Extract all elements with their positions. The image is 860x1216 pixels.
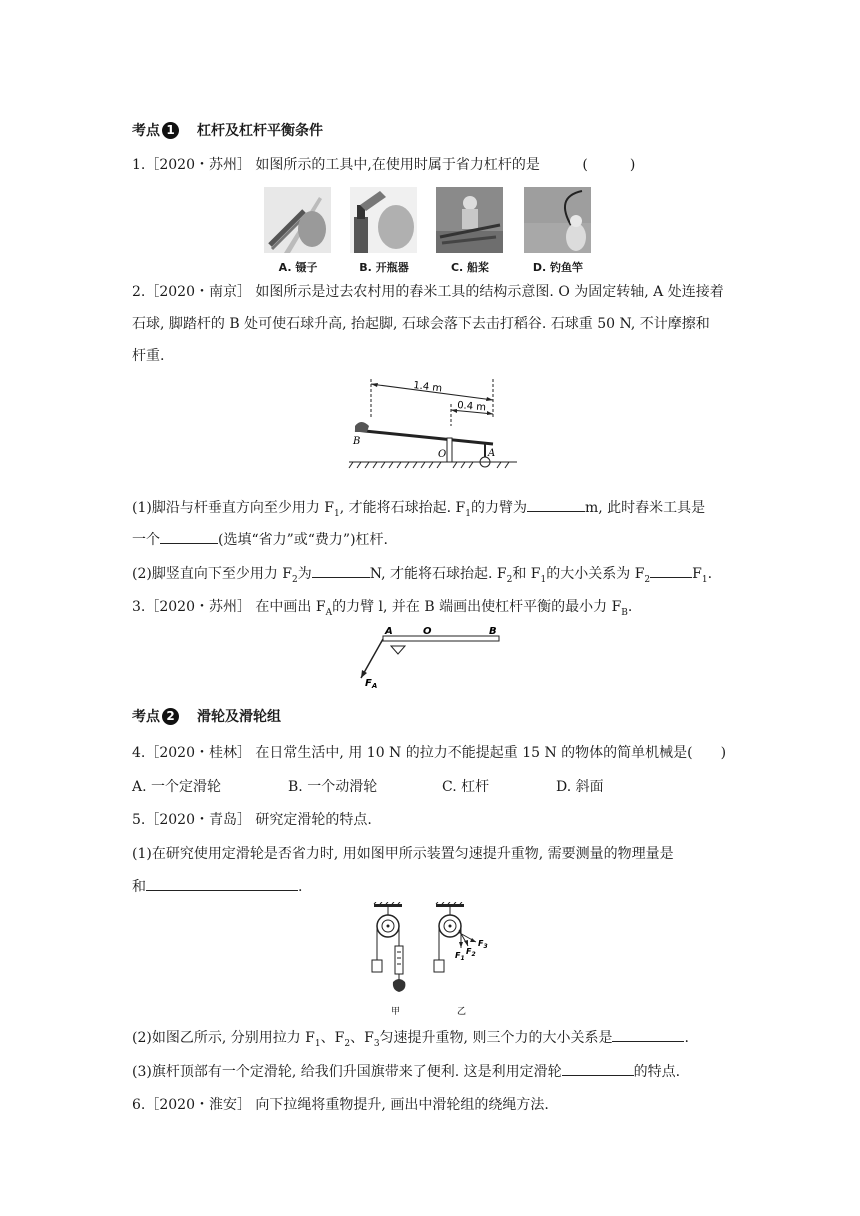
question-2-line-1: 2.［2020・南京］ 如图所示是过去农村用的舂米工具的结构示意图. O 为固定转轴, A 处连接着 bbox=[132, 284, 724, 300]
q4-option-c[interactable]: C. 杠杆 bbox=[442, 779, 490, 795]
question-6: 6.［2020・淮安］ 向下拉绳将重物提升, 画出中滑轮组的绕绳方法. bbox=[132, 1097, 549, 1113]
option-a-caption: A. 镊子 bbox=[278, 261, 318, 274]
rice-pounder-diagram bbox=[345, 374, 517, 474]
question-1-text: 1.［2020・苏州］ 如图所示的工具中,在使用时属于省力杠杆的是 bbox=[132, 157, 540, 173]
section-heading-2 bbox=[132, 706, 281, 726]
question-3: 3.［2020・苏州］ 在中画出 $F_A$的力臂 l, 并在 B 端画出使杠杆平衡的最小力 $F_B$. bbox=[132, 599, 633, 618]
section-title: 滑轮及滑轮组 bbox=[197, 709, 281, 725]
lever-point-b: B bbox=[489, 626, 497, 637]
option-b-caption: B. 开瓶器 bbox=[359, 261, 409, 274]
question-2-line-3: 杆重. bbox=[132, 348, 165, 364]
lever-point-o: O bbox=[423, 626, 432, 637]
question-5: 5.［2020・青岛］ 研究定滑轮的特点. bbox=[132, 812, 372, 828]
lever-point-a: A bbox=[385, 626, 393, 637]
question-1 bbox=[132, 155, 635, 175]
option-d-caption: D. 钓鱼竿 bbox=[532, 261, 584, 274]
long-arm-length-label: 1.4 m bbox=[412, 380, 443, 395]
question-2-part-1-line-2: 一个 (选填“省力”或“费力”)杠杆. bbox=[132, 529, 388, 550]
answer-blank-force-f2[interactable] bbox=[312, 563, 370, 578]
question-5-part-1-line-2: 和 . bbox=[132, 876, 302, 897]
option-c-caption: C. 船桨 bbox=[450, 261, 490, 274]
answer-blank-lever-arm[interactable] bbox=[527, 497, 585, 512]
force-f2-label: $F_2$ bbox=[466, 947, 476, 958]
figure-jia-label: 甲 bbox=[391, 1007, 401, 1017]
short-arm-length-label: 0.4 m bbox=[456, 400, 487, 414]
question-4-options bbox=[132, 777, 604, 797]
q4-option-a[interactable]: A. 一个定滑轮 bbox=[132, 779, 222, 795]
force-fa-label: $F_A$ bbox=[365, 678, 378, 688]
answer-blank-quantity[interactable] bbox=[146, 876, 298, 891]
section-label: 考点 bbox=[132, 709, 160, 725]
answer-paren-open: ( bbox=[582, 157, 588, 173]
tweezers-photo bbox=[264, 187, 331, 253]
answer-paren-close: ) bbox=[629, 157, 636, 173]
point-a-label: A bbox=[488, 448, 496, 459]
question-2-part-2: (2)脚竖直向下至少用力 $F_2$为 N, 才能将石球抬起. $F_2$和 $F_1$的大小关系为 $F_2$ $F_1$. bbox=[132, 563, 712, 590]
force-f3-label: $F_3$ bbox=[478, 939, 488, 950]
boat-oar-photo bbox=[436, 187, 503, 253]
pulley-diagram bbox=[364, 902, 500, 1018]
force-f1-label: $F_1$ bbox=[455, 951, 465, 962]
q4-option-b[interactable]: B. 一个动滑轮 bbox=[288, 779, 378, 795]
point-o-label: O bbox=[438, 449, 447, 460]
question-5-part-3: (3)旗杆顶部有一个定滑轮, 给我们升国旗带来了便利. 这是利用定滑轮 的特点. bbox=[132, 1061, 680, 1082]
fishing-rod-photo bbox=[524, 187, 591, 253]
question-5-part-2: (2)如图乙所示, 分别用拉力 $F_1$、$F_2$、$F_3$匀速提升重物, 则三个力的大小关系是 . bbox=[132, 1027, 689, 1054]
figure-yi-label: 乙 bbox=[457, 1007, 467, 1017]
answer-blank-lever-type[interactable] bbox=[160, 529, 218, 544]
answer-blank-relation[interactable] bbox=[650, 563, 692, 578]
section-heading-1 bbox=[132, 120, 323, 140]
question-2-line-2: 石球, 脚踏杆的 B 处可使石球升高, 抬起脚, 石球会落下去击打稻谷. 石球重 50 N, 不计摩擦和 bbox=[132, 316, 710, 332]
answer-blank-pulley-feature[interactable] bbox=[562, 1061, 634, 1076]
question-5-part-1-line-1: (1)在研究使用定滑轮是否省力时, 用如图甲所示装置匀速提升重物, 需要测量的物理量是 bbox=[132, 846, 674, 862]
bottle-opener-photo bbox=[350, 187, 417, 253]
answer-blank-force-relation[interactable] bbox=[612, 1027, 684, 1042]
q4-option-d[interactable]: D. 斜面 bbox=[556, 779, 604, 795]
question-4: 4.［2020・桂林］ 在日常生活中, 用 10 N 的拉力不能提起重 15 N 的物体的简单机械是( ) bbox=[132, 745, 727, 761]
question-2-part-1-line-1: (1)脚沿与杆垂直方向至少用力 $F_1$, 才能将石球抬起. $F_1$的力臂为 m, 此时舂米工具是 bbox=[132, 497, 705, 524]
section-number-badge: 2 bbox=[162, 708, 179, 725]
section-label: 考点 bbox=[132, 123, 160, 139]
section-number-badge: 1 bbox=[162, 122, 179, 139]
lever-force-diagram bbox=[355, 622, 505, 688]
point-b-label: B bbox=[353, 436, 361, 447]
section-title: 杠杆及杠杆平衡条件 bbox=[197, 123, 323, 139]
